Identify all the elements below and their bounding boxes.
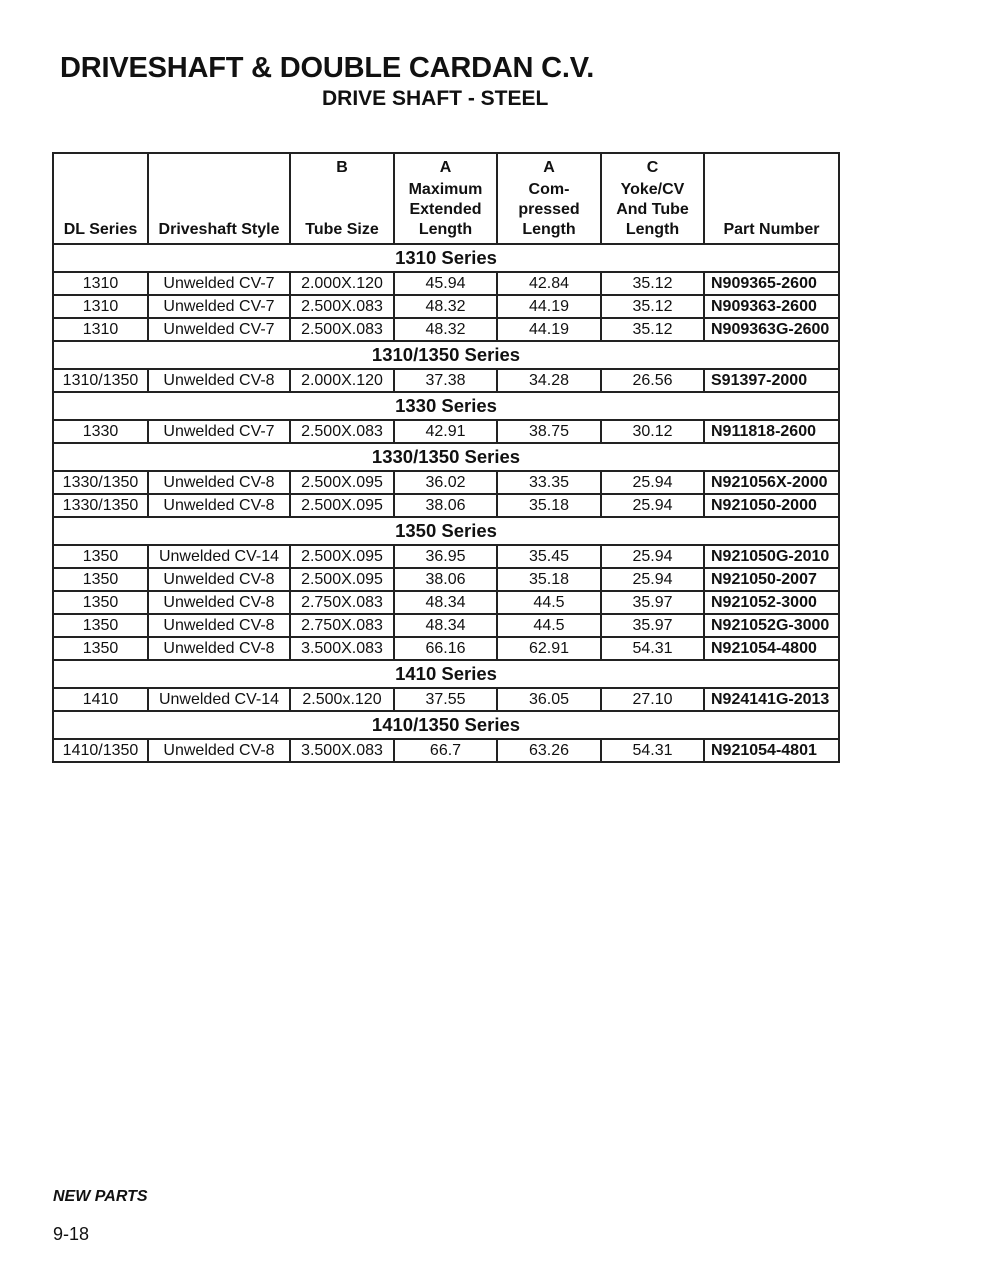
series-group-header bbox=[53, 341, 839, 369]
page-number: 9-18 bbox=[53, 1224, 90, 1244]
cell-driveshaft-style: Unwelded CV-14 bbox=[148, 545, 290, 568]
series-group-label: 1330 Series bbox=[53, 392, 839, 420]
cell-tube-size: 2.000X.120 bbox=[290, 272, 394, 295]
series-group-header bbox=[53, 517, 839, 545]
cell-part-number: N909363G-2600 bbox=[704, 318, 839, 341]
col-header-driveshaft-style: Driveshaft Style bbox=[148, 153, 290, 244]
cell-tube-size: 2.500X.095 bbox=[290, 568, 394, 591]
cell-max-extended: 36.95 bbox=[394, 545, 497, 568]
cell-tube-size: 2.000X.120 bbox=[290, 369, 394, 392]
cell-yoke-length: 25.94 bbox=[601, 494, 704, 517]
cell-driveshaft-style: Unwelded CV-14 bbox=[148, 688, 290, 711]
cell-compressed: 33.35 bbox=[497, 471, 601, 494]
cell-dl-series: 1350 bbox=[53, 568, 148, 591]
cell-yoke-length: 35.97 bbox=[601, 591, 704, 614]
cell-dl-series: 1310 bbox=[53, 295, 148, 318]
cell-max-extended: 48.32 bbox=[394, 318, 497, 341]
cell-max-extended: 66.16 bbox=[394, 637, 497, 660]
cell-max-extended: 37.55 bbox=[394, 688, 497, 711]
cell-yoke-length: 26.56 bbox=[601, 369, 704, 392]
cell-max-extended: 38.06 bbox=[394, 494, 497, 517]
cell-part-number: N921054-4801 bbox=[704, 739, 839, 762]
page-title: DRIVESHAFT & DOUBLE CARDAN C.V. bbox=[60, 52, 595, 84]
table-row bbox=[53, 420, 839, 443]
cell-max-extended: 38.06 bbox=[394, 568, 497, 591]
cell-yoke-length: 54.31 bbox=[601, 637, 704, 660]
cell-tube-size: 2.500x.120 bbox=[290, 688, 394, 711]
cell-yoke-length: 35.12 bbox=[601, 272, 704, 295]
series-group-header bbox=[53, 244, 839, 272]
cell-compressed: 44.5 bbox=[497, 591, 601, 614]
cell-tube-size: 2.500X.095 bbox=[290, 545, 394, 568]
cell-dl-series: 1410/1350 bbox=[53, 739, 148, 762]
table-row bbox=[53, 637, 839, 660]
page-subtitle: DRIVE SHAFT - STEEL bbox=[322, 87, 549, 110]
cell-yoke-length: 54.31 bbox=[601, 739, 704, 762]
table-row bbox=[53, 614, 839, 637]
cell-driveshaft-style: Unwelded CV-8 bbox=[148, 614, 290, 637]
col-header-dl-series: DL Series bbox=[53, 153, 148, 244]
cell-yoke-length: 25.94 bbox=[601, 568, 704, 591]
footer-label: NEW PARTS bbox=[53, 1188, 148, 1205]
cell-tube-size: 2.500X.095 bbox=[290, 471, 394, 494]
cell-max-extended: 36.02 bbox=[394, 471, 497, 494]
cell-dl-series: 1310 bbox=[53, 318, 148, 341]
cell-tube-size: 2.500X.095 bbox=[290, 494, 394, 517]
cell-driveshaft-style: Unwelded CV-7 bbox=[148, 295, 290, 318]
cell-max-extended: 45.94 bbox=[394, 272, 497, 295]
cell-part-number: N921050-2000 bbox=[704, 494, 839, 517]
cell-dl-series: 1330 bbox=[53, 420, 148, 443]
table-row bbox=[53, 494, 839, 517]
cell-max-extended: 42.91 bbox=[394, 420, 497, 443]
cell-dl-series: 1330/1350 bbox=[53, 494, 148, 517]
cell-tube-size: 2.750X.083 bbox=[290, 591, 394, 614]
dimension-letter: C bbox=[646, 159, 659, 176]
cell-dl-series: 1310 bbox=[53, 272, 148, 295]
cell-driveshaft-style: Unwelded CV-8 bbox=[148, 739, 290, 762]
cell-compressed: 34.28 bbox=[497, 369, 601, 392]
cell-yoke-length: 35.12 bbox=[601, 295, 704, 318]
cell-part-number: N909365-2600 bbox=[704, 272, 839, 295]
cell-max-extended: 48.34 bbox=[394, 614, 497, 637]
cell-driveshaft-style: Unwelded CV-8 bbox=[148, 637, 290, 660]
series-group-header bbox=[53, 392, 839, 420]
series-group-label: 1350 Series bbox=[53, 517, 839, 545]
cell-max-extended: 48.32 bbox=[394, 295, 497, 318]
cell-yoke-length: 30.12 bbox=[601, 420, 704, 443]
table-row bbox=[53, 272, 839, 295]
cell-part-number: N921056X-2000 bbox=[704, 471, 839, 494]
cell-driveshaft-style: Unwelded CV-8 bbox=[148, 568, 290, 591]
cell-dl-series: 1310/1350 bbox=[53, 369, 148, 392]
table-header-row bbox=[53, 153, 839, 244]
series-group-label: 1330/1350 Series bbox=[53, 443, 839, 471]
cell-compressed: 63.26 bbox=[497, 739, 601, 762]
cell-part-number: N924141G-2013 bbox=[704, 688, 839, 711]
cell-tube-size: 3.500X.083 bbox=[290, 637, 394, 660]
cell-tube-size: 2.500X.083 bbox=[290, 420, 394, 443]
col-header-compressed-length: A Com- pressed Length bbox=[497, 153, 601, 244]
cell-driveshaft-style: Unwelded CV-8 bbox=[148, 369, 290, 392]
series-group-label: 1310 Series bbox=[53, 244, 839, 272]
series-group-header bbox=[53, 443, 839, 471]
cell-part-number: S91397-2000 bbox=[704, 369, 839, 392]
table-row bbox=[53, 369, 839, 392]
cell-yoke-length: 27.10 bbox=[601, 688, 704, 711]
dimension-letter: A bbox=[543, 159, 555, 176]
cell-tube-size: 2.500X.083 bbox=[290, 318, 394, 341]
table-body bbox=[53, 244, 839, 762]
cell-yoke-length: 35.12 bbox=[601, 318, 704, 341]
table-row bbox=[53, 568, 839, 591]
table-row bbox=[53, 471, 839, 494]
cell-dl-series: 1350 bbox=[53, 614, 148, 637]
cell-compressed: 35.18 bbox=[497, 494, 601, 517]
series-group-header bbox=[53, 660, 839, 688]
col-header-tube-size: B Tube Size bbox=[290, 153, 394, 244]
cell-driveshaft-style: Unwelded CV-8 bbox=[148, 494, 290, 517]
cell-compressed: 44.5 bbox=[497, 614, 601, 637]
cell-yoke-length: 25.94 bbox=[601, 545, 704, 568]
table-row bbox=[53, 545, 839, 568]
series-group-header bbox=[53, 711, 839, 739]
table-row bbox=[53, 318, 839, 341]
col-header-yoke-cv-tube-length: C Yoke/CV And Tube Length bbox=[601, 153, 704, 244]
series-group-label: 1310/1350 Series bbox=[53, 341, 839, 369]
cell-compressed: 38.75 bbox=[497, 420, 601, 443]
cell-dl-series: 1350 bbox=[53, 545, 148, 568]
cell-yoke-length: 25.94 bbox=[601, 471, 704, 494]
series-group-label: 1410/1350 Series bbox=[53, 711, 839, 739]
col-header-max-extended-length: A Maximum Extended Length bbox=[394, 153, 497, 244]
cell-part-number: N921052G-3000 bbox=[704, 614, 839, 637]
cell-compressed: 36.05 bbox=[497, 688, 601, 711]
cell-compressed: 35.45 bbox=[497, 545, 601, 568]
cell-dl-series: 1330/1350 bbox=[53, 471, 148, 494]
cell-dl-series: 1350 bbox=[53, 591, 148, 614]
cell-driveshaft-style: Unwelded CV-7 bbox=[148, 272, 290, 295]
cell-part-number: N921054-4800 bbox=[704, 637, 839, 660]
cell-max-extended: 37.38 bbox=[394, 369, 497, 392]
cell-max-extended: 66.7 bbox=[394, 739, 497, 762]
table-row bbox=[53, 739, 839, 762]
cell-part-number: N909363-2600 bbox=[704, 295, 839, 318]
dimension-letter: A bbox=[439, 159, 452, 176]
table-row bbox=[53, 688, 839, 711]
cell-compressed: 44.19 bbox=[497, 295, 601, 318]
cell-driveshaft-style: Unwelded CV-7 bbox=[148, 420, 290, 443]
cell-part-number: N921050G-2010 bbox=[704, 545, 839, 568]
cell-yoke-length: 35.97 bbox=[601, 614, 704, 637]
cell-part-number: N921050-2007 bbox=[704, 568, 839, 591]
cell-dl-series: 1350 bbox=[53, 637, 148, 660]
cell-driveshaft-style: Unwelded CV-8 bbox=[148, 471, 290, 494]
cell-part-number: N921052-3000 bbox=[704, 591, 839, 614]
cell-compressed: 42.84 bbox=[497, 272, 601, 295]
table-row bbox=[53, 591, 839, 614]
parts-table bbox=[52, 152, 840, 763]
cell-compressed: 44.19 bbox=[497, 318, 601, 341]
cell-compressed: 35.18 bbox=[497, 568, 601, 591]
cell-tube-size: 2.750X.083 bbox=[290, 614, 394, 637]
cell-tube-size: 3.500X.083 bbox=[290, 739, 394, 762]
cell-driveshaft-style: Unwelded CV-8 bbox=[148, 591, 290, 614]
series-group-label: 1410 Series bbox=[53, 660, 839, 688]
cell-driveshaft-style: Unwelded CV-7 bbox=[148, 318, 290, 341]
cell-dl-series: 1410 bbox=[53, 688, 148, 711]
table-row bbox=[53, 295, 839, 318]
cell-part-number: N911818-2600 bbox=[704, 420, 839, 443]
cell-compressed: 62.91 bbox=[497, 637, 601, 660]
col-header-part-number: Part Number bbox=[704, 153, 839, 244]
cell-tube-size: 2.500X.083 bbox=[290, 295, 394, 318]
cell-max-extended: 48.34 bbox=[394, 591, 497, 614]
dimension-letter: B bbox=[336, 159, 348, 176]
